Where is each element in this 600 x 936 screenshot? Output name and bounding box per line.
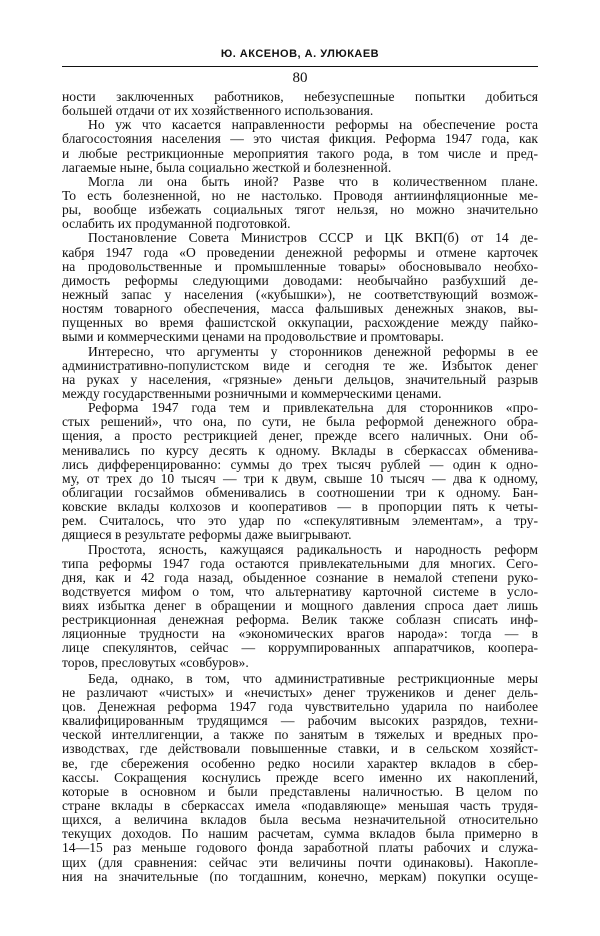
text-line: рем. Считалось, что это удар по «спекулятивным элементам», а тру- (62, 513, 538, 529)
page-body-text (62, 90, 538, 884)
text-line: большей отдачи от их хозяйственного использования. (62, 103, 374, 119)
paragraph (62, 672, 538, 884)
text-line: То есть болезненной, но не настолько. Проводя антиинфляционные ме- (62, 187, 538, 203)
text-line: ры, вообще избежать социальных тягот нельзя, но можно значительно (62, 202, 538, 218)
text-line: Могла ли она быть иной? Разве что в количественном плане. (88, 173, 538, 189)
text-line: текущих доходов. По нашим расчетам, сумма вкладов была примерно в (62, 826, 538, 842)
text-line: лись дифференцированно: суммы до трех тысяч рублей — один к одно- (62, 456, 538, 472)
text-line: Интересно, что аргументы у сторонников денежной реформы в ее (88, 343, 538, 359)
page-number: 80 (292, 70, 308, 86)
text-line: ностям товарного обеспечения, масса фальшивых денежных знаков, вы- (62, 301, 538, 317)
text-line: 14—15 раз меньше годового фонда заработной платы рабочих и служа- (62, 840, 538, 856)
text-line: Беда, однако, в том, что административные рестрикционные меры (88, 670, 538, 686)
text-line: стых решений», что она, по сути, не была реформой денежного обра- (62, 414, 538, 430)
text-line: типа реформы 1947 года остаются привлекательными для многих. Сего- (62, 555, 538, 571)
text-line: пущенных во время фашистской оккупации, расхождение между пайко- (62, 315, 538, 331)
text-line: выми и коммерческими ценами на продовольствие и промтовары. (62, 329, 444, 345)
text-line: щих (для сравнения: сейчас эти величины почти одинаковы). Накопле- (62, 854, 538, 870)
text-line: административно-популистском виде и сегодня те же. Избыток денег (62, 357, 538, 373)
text-line: виях избытка денег в обращении и мощного давления спроса дает лишь (62, 598, 538, 614)
text-line: кассы. Сокращения коснулись прежде всего именно их накоплений, (62, 769, 538, 785)
paragraph (62, 175, 538, 232)
text-line: Простота, ясность, кажущаяся радикальность и народность реформ (88, 541, 538, 557)
text-line: лице спекулянтов, сейчас — коррумпированных аппаратчиков, коопера- (62, 640, 538, 656)
text-line: ковские вклады колхозов и кооперативов — в пропорции пять к четы- (62, 499, 538, 515)
text-line: торов, пресловутых «совбуров». (62, 654, 249, 670)
text-line: менивались по курсу десять к одному. Вклады в сберкассах обменива- (62, 442, 538, 458)
text-line: щихся, а величина вкладов была весьма незначительной относительно (62, 812, 538, 828)
text-line: димость реформы следующими доводами: необычайно разбухший де- (62, 272, 538, 288)
text-line: щения, а просто рестрикцией денег, прежде всего наличных. Они об- (62, 428, 538, 444)
paragraph (62, 90, 538, 118)
text-line: между государственными розничными и коммерческими ценами. (62, 385, 442, 401)
text-line: благосостояния населения — это чистая фикция. Реформа 1947 года, как (62, 131, 538, 147)
text-line: облигации госзаймов обменивались в соотношении три к одному. Бан- (62, 484, 538, 500)
text-line: ния на значительные (по тогдашним, конечно, меркам) покупки осуще- (62, 868, 538, 884)
text-line: на руках у населения, «грязные» деньги дельцов, значительный разрыв (62, 371, 538, 387)
paragraph (62, 543, 538, 670)
paragraph (62, 345, 538, 402)
text-line: кабря 1947 года «О проведении денежной реформы и отмене карточек (62, 244, 538, 260)
text-line: и любые рестрикционные мероприятия такого рода, в том числе и пред- (62, 145, 538, 161)
text-line: которые в основном и были представлены наличностью. В целом по (62, 783, 538, 799)
running-title: Ю. АКСЕНОВ, А. УЛЮКАЕВ (220, 48, 380, 60)
text-line: му, от трех до 10 тысяч — три к двум, свыше 10 тысяч — два к одному, (62, 470, 538, 486)
text-line: рестрикционная денежная реформа. Велик также соблазн списать инф- (62, 612, 538, 628)
text-line: дня, как и 42 года назад, обыденное сознание в немалой степени руко- (62, 569, 538, 585)
paragraph (62, 401, 538, 542)
text-line: стране вклады в сберкассах имела «подавляюще» меньшая часть трудя- (62, 798, 538, 814)
text-line: цов. Денежная реформа 1947 года чувствительно ударила по наиболее (62, 699, 538, 715)
text-line: не различают «чистых» и «нечистых» денег тружеников и денег дель- (62, 684, 538, 700)
text-line: ляционные трудности на «экономических врагов народа»: тогда — в (62, 626, 538, 642)
text-line: изводствах, где действовали повышенные ставки, и в сельском хозяйст- (62, 741, 538, 757)
text-line: ности заключенных работников, небезуспешные попытки добиться (62, 89, 538, 104)
paragraph (62, 118, 538, 175)
text-line: дящиеся в результате реформы даже выигрывают. (62, 527, 352, 543)
text-line: ческой интеллигенции, а также по занятым в тяжелых и вредных про- (62, 727, 538, 743)
text-line: нежный запас у населения («кубышки»), не соответствующий возмож- (62, 286, 538, 302)
text-line: Но уж что касается направленности реформы на обеспечение роста (88, 117, 538, 133)
text-line: Постановление Совета Министров СССР и ЦК ВКП(б) от 14 де- (88, 230, 538, 246)
paragraph (62, 231, 538, 344)
text-line: на продовольственные и промышленные товары» обосновывало необхо- (62, 258, 538, 274)
text-line: квалифицированным трудящимся — рабочим высоких разрядов, техни- (62, 713, 538, 729)
text-line: лагаемые ныне, была социально жесткой и болезненной. (62, 159, 392, 175)
text-line: Реформа 1947 года тем и привлекательна для сторонников «про- (88, 400, 538, 416)
text-line: ослабить их продуманной подготовкой. (62, 216, 291, 232)
text-line: водствуется мифом о том, что альтернативу карточной системе в усло- (62, 583, 538, 599)
text-line: ве, где сбережения особенно редко носили характер вкладов в сбер- (62, 755, 538, 771)
header-rule (62, 66, 538, 67)
